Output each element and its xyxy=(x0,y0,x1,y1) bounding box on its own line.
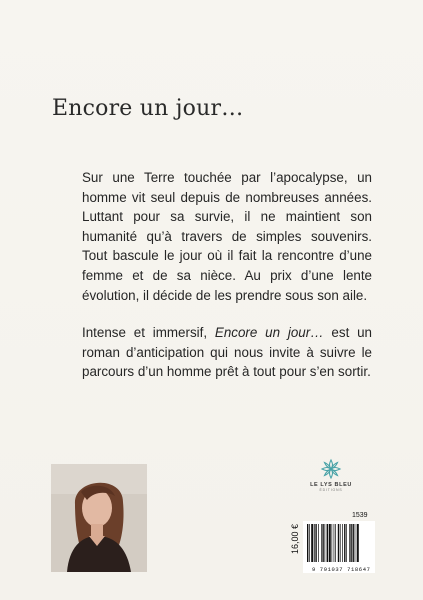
book-title: Encore un jour… xyxy=(52,96,244,121)
lily-flower-icon xyxy=(320,458,342,480)
publisher-subtitle: ÉDITIONS xyxy=(319,488,343,492)
print-code: 1539 xyxy=(352,512,368,519)
isbn-digits: 9 791037 718647 xyxy=(312,566,371,573)
price-label xyxy=(287,512,301,572)
publisher-logo xyxy=(296,458,366,510)
blurb-paragraph-1: Sur une Terre touchée par l’apocalypse, un homme vit seul depuis de nombreuses années. Luttant pour sa survie, il ne maintient son humanité qu’à travers de simples souvenirs. Tout bascule le jour où il fait la rencontre d’une femme et de sa nièce. Au prix d’une lente évolution, il décide de les prendre sous son aile. xyxy=(82,170,372,303)
blurb-paragraph-2 xyxy=(82,323,372,382)
book-blurb xyxy=(82,168,372,400)
publisher-name: LE LYS BLEU xyxy=(310,482,352,488)
blurb-p2-rest: est un roman d’anticipation qui nous invite à suivre le parcours d’un homme prêt à tout pour s’en sortir. xyxy=(82,325,373,380)
author-photo xyxy=(51,464,147,572)
price-text: 16,00 € xyxy=(290,523,300,555)
blurb-p2-title: Encore un jour… xyxy=(214,325,324,341)
blurb-p2-intro: Intense et immersif, xyxy=(82,325,215,341)
